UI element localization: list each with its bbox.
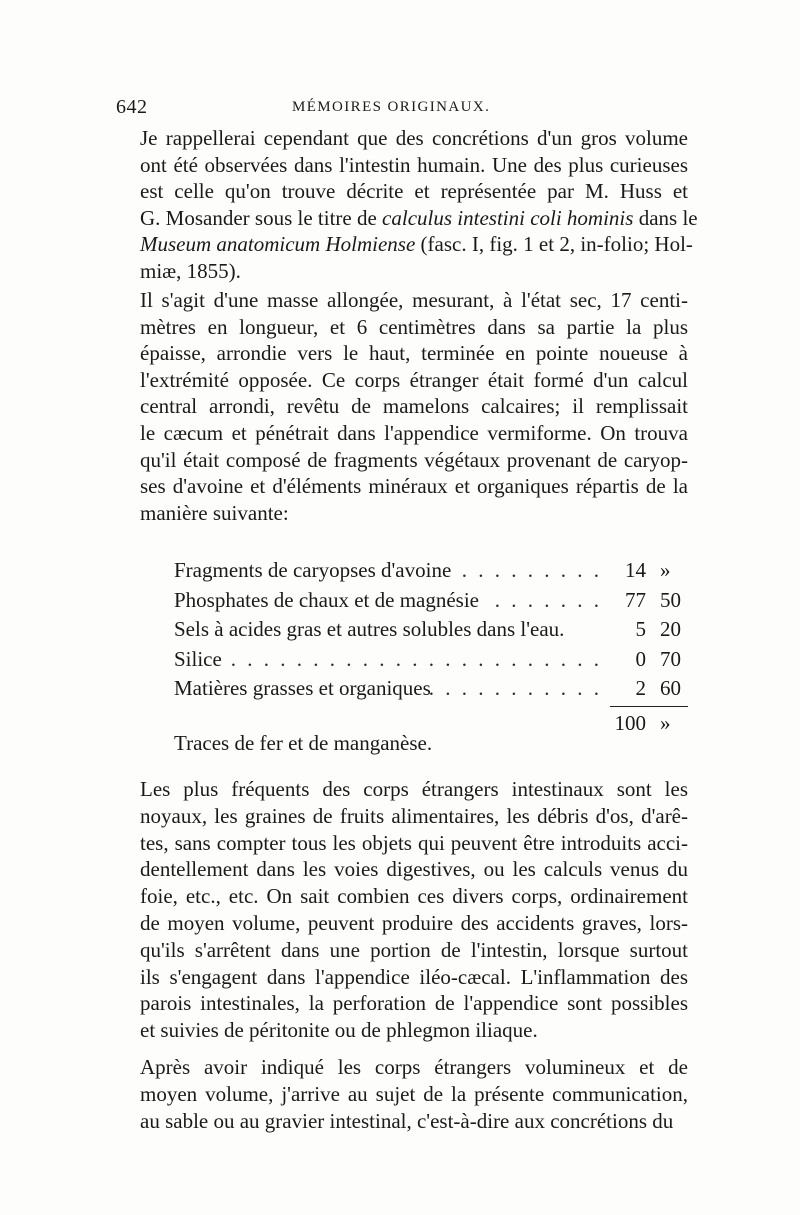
row-value — [608, 558, 688, 583]
text-line: moyen volume, j'arrive au sujet de la présente communication, — [140, 1082, 688, 1106]
table-row — [174, 617, 688, 647]
paragraph-intestinal-sand — [116, 1054, 688, 1135]
text-line: de moyen volume, peuvent produire des accidents graves, lors- — [140, 910, 688, 935]
text-line: est celle qu'on trouve décrite et représentée par M. Huss et — [140, 179, 688, 204]
table-footnote: Traces de fer et de manganèse. — [174, 731, 433, 755]
text-line: dentellement dans les voies digestives, ou les calculs venus du — [140, 857, 688, 882]
value-decimal: 60 — [660, 676, 681, 700]
text-line: Museum anatomicum Holmiense (fasc. I, fig. 1 et 2, in-folio; Hol- — [140, 232, 693, 257]
text-line: qu'ils s'arrêtent dans une portion de l'intestin, lorsque surtout — [140, 937, 688, 962]
leader-dots: . . . . . . . . . — [461, 558, 602, 582]
value-decimal: 20 — [660, 617, 681, 641]
value-decimal: 70 — [660, 646, 681, 671]
text-line: miæ, 1855). — [140, 258, 241, 283]
table-total — [608, 711, 688, 736]
text-line: ses d'avoine et d'éléments minéraux et organiques répartis de la — [140, 474, 688, 499]
paragraph-mass-description — [116, 287, 688, 526]
text-line: Les plus fréquents des corps étrangers intestinaux sont les — [140, 777, 688, 801]
total-integer: 100 — [614, 711, 646, 735]
leader-dots: . . . . . . . — [494, 587, 602, 612]
value-decimal: 50 — [660, 587, 681, 612]
text-line: ont été observées dans l'intestin humain. Une des plus curieuses — [140, 152, 688, 177]
text-line: Il s'agit d'une masse allongée, mesurant, à l'état sec, 17 centi- — [140, 288, 688, 312]
composition-table — [174, 558, 688, 735]
text-line: parois intestinales, la perforation de l'appendice sont possibles — [140, 991, 688, 1016]
text-line: mètres en longueur, et 6 centimètres dans sa partie la plus — [140, 314, 688, 339]
text-line: foie, etc., etc. On sait combien ces divers corps, ordinairement — [140, 884, 688, 909]
leader-dots: . . . . . . . . . . . . . . . . . . . . . . . — [230, 646, 602, 671]
total-decimal: » — [660, 711, 671, 735]
text-line: qu'il était composé de fragments végétaux provenant de caryop- — [140, 447, 688, 472]
text-line: ils s'engagent dans l'appendice iléo-cæcal. L'inflammation des — [140, 964, 688, 989]
value-integer: 77 — [625, 587, 646, 612]
value-integer: 14 — [625, 558, 646, 582]
row-value — [608, 617, 688, 642]
row-value — [608, 647, 688, 672]
row-label: Phosphates de chaux et de magnésie — [174, 587, 479, 612]
table-row — [174, 676, 688, 706]
text-line: G. Mosander sous le titre de calculus intestini coli hominis dans le — [140, 205, 698, 230]
running-title: MÉMOIRES ORIGINAUX. — [292, 99, 491, 115]
text-line: et suivies de péritonite ou de phlegmon iliaque. — [140, 1018, 538, 1043]
value-integer: 5 — [635, 617, 646, 641]
page-number: 642 — [116, 96, 148, 118]
text-line: central arrondi, revêtu de mamelons calcaires; il remplissait — [140, 394, 688, 419]
text-line: l'extrémité opposée. Ce corps étranger était formé d'un calcul — [140, 367, 688, 392]
value-integer: 0 — [635, 646, 646, 671]
text-line: Je rappellerai cependant que des concrétions d'un gros volume — [140, 126, 688, 150]
text-line: tes, sans compter tous les objets qui peuvent être introduits acci- — [140, 830, 688, 855]
text-line: noyaux, les graines de fruits alimentaires, les débris d'os, d'arê- — [140, 803, 688, 828]
table-row — [174, 588, 688, 618]
sum-rule — [610, 706, 688, 707]
row-label: Fragments de caryopses d'avoine — [174, 558, 452, 582]
paragraph-concretions-intro — [116, 125, 698, 285]
table-row — [174, 558, 688, 588]
text-line: le cæcum et pénétrait dans l'appendice vermiforme. On trouva — [140, 420, 688, 445]
text-line: au sable ou au gravier intestinal, c'est-à-dire aux concrétions du — [140, 1109, 674, 1133]
row-value — [608, 588, 688, 613]
paragraph-foreign-bodies — [116, 776, 688, 1044]
value-integer: 2 — [635, 676, 646, 700]
text-line: Après avoir indiqué les corps étrangers volumineux et de — [140, 1055, 688, 1079]
text-line: manière suivante: — [140, 500, 289, 525]
page-header — [116, 96, 688, 120]
row-label: Matières grasses et organiques — [174, 676, 431, 700]
table-row — [174, 647, 688, 677]
row-label: Sels à acides gras et autres solubles dans l'eau. — [174, 617, 565, 641]
text-line: épaisse, arrondie vers le haut, terminée en pointe noueuse à — [140, 341, 688, 366]
leader-dots: . . . . . . . . . . . — [428, 676, 602, 700]
row-value — [608, 676, 688, 701]
row-label: Silice — [174, 646, 222, 671]
value-decimal: » — [660, 558, 671, 582]
